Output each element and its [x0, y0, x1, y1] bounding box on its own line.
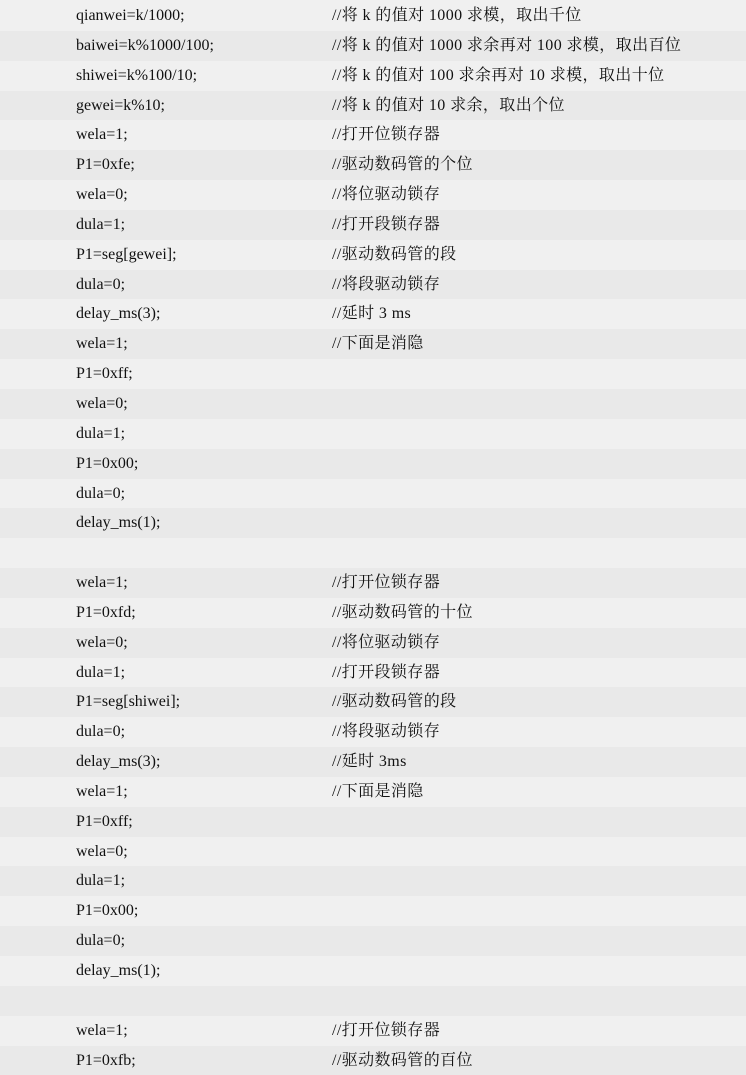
code-line	[0, 777, 746, 807]
code-line	[0, 956, 746, 986]
code-statement: P1=0xff;	[76, 365, 133, 383]
code-line	[0, 747, 746, 777]
code-comment: //驱动数码管的个位	[332, 156, 473, 174]
code-statement: dula=1;	[76, 872, 126, 890]
code-statement: P1=0xfd;	[76, 603, 136, 621]
code-statement: delay_ms(1);	[76, 514, 161, 532]
code-line	[0, 270, 746, 300]
code-statement: qianwei=k/1000;	[76, 7, 185, 24]
code-line	[0, 419, 746, 449]
code-comment: //将 k 的值对 100 求余再对 10 求模，取出十位	[332, 66, 665, 84]
code-comment: //驱动数码管的段	[332, 245, 457, 263]
code-statement: wela=1;	[76, 1021, 128, 1039]
code-line	[0, 240, 746, 270]
code-line	[0, 628, 746, 658]
code-comment: //下面是消隐	[332, 782, 424, 800]
code-statement: shiwei=k%100/10;	[76, 66, 198, 84]
code-statement: wela=0;	[76, 842, 128, 860]
code-statement: P1=0xff;	[76, 812, 133, 830]
code-line	[0, 329, 746, 359]
code-statement: wela=1;	[76, 335, 128, 353]
code-line	[0, 986, 746, 1016]
code-statement: P1=0xfb;	[76, 1051, 136, 1069]
code-line	[0, 538, 746, 568]
code-comment: //将段驱动锁存	[332, 723, 441, 741]
code-line	[0, 896, 746, 926]
code-block	[0, 1, 746, 1075]
code-comment: //打开段锁存器	[332, 663, 441, 681]
code-line	[0, 837, 746, 867]
code-statement: P1=seg[gewei];	[76, 245, 177, 263]
code-statement: delay_ms(1);	[76, 962, 161, 979]
code-line	[0, 926, 746, 956]
code-statement: gewei=k%10;	[76, 96, 165, 114]
code-statement: P1=0xfe;	[76, 156, 135, 174]
code-comment: //将 k 的值对 1000 求模，取出千位	[332, 7, 582, 24]
code-statement: dula=1;	[76, 663, 126, 681]
code-comment: //延时 3 ms	[332, 305, 412, 323]
code-comment: //将 k 的值对 1000 求余再对 100 求模，取出百位	[332, 36, 682, 54]
code-statement: dula=0;	[76, 932, 126, 950]
code-line	[0, 91, 746, 121]
code-statement: wela=1;	[76, 782, 128, 800]
code-line	[0, 299, 746, 329]
code-statement: delay_ms(3);	[76, 753, 161, 771]
code-comment: //延时 3ms	[332, 753, 407, 771]
code-comment: //驱动数码管的百位	[332, 1051, 473, 1069]
code-statement: wela=1;	[76, 574, 128, 592]
code-line	[0, 658, 746, 688]
code-line	[0, 508, 746, 538]
code-line	[0, 389, 746, 419]
code-statement: P1=0x00;	[76, 454, 139, 472]
code-comment: //打开位锁存器	[332, 574, 441, 592]
code-line	[0, 479, 746, 509]
code-line	[0, 180, 746, 210]
code-line	[0, 31, 746, 61]
code-line	[0, 687, 746, 717]
code-comment: //打开位锁存器	[332, 1021, 441, 1039]
code-line	[0, 61, 746, 91]
code-comment: //下面是消隐	[332, 335, 424, 353]
code-statement: P1=seg[shiwei];	[76, 693, 181, 711]
code-line	[0, 807, 746, 837]
code-statement: dula=1;	[76, 215, 126, 233]
code-statement: dula=0;	[76, 484, 126, 502]
code-comment: //将位驱动锁存	[332, 186, 441, 204]
code-line	[0, 120, 746, 150]
code-statement: wela=0;	[76, 394, 128, 412]
code-line	[0, 568, 746, 598]
code-statement: baiwei=k%1000/100;	[76, 36, 214, 54]
code-line	[0, 449, 746, 479]
code-line	[0, 150, 746, 180]
code-statement: dula=1;	[76, 424, 126, 442]
code-comment: //将 k 的值对 10 求余，取出个位	[332, 96, 565, 114]
code-line	[0, 210, 746, 240]
code-statement: dula=0;	[76, 723, 126, 741]
code-comment: //将位驱动锁存	[332, 633, 441, 651]
code-comment: //驱动数码管的段	[332, 693, 457, 711]
code-comment: //将段驱动锁存	[332, 275, 441, 293]
code-statement: wela=0;	[76, 633, 128, 651]
code-statement: delay_ms(3);	[76, 305, 161, 323]
code-line	[0, 1, 746, 31]
code-statement: wela=1;	[76, 126, 128, 144]
code-comment: //打开位锁存器	[332, 126, 441, 144]
code-line	[0, 359, 746, 389]
code-comment: //打开段锁存器	[332, 215, 441, 233]
code-line	[0, 866, 746, 896]
code-comment: //驱动数码管的十位	[332, 603, 473, 621]
code-line	[0, 598, 746, 628]
code-line	[0, 717, 746, 747]
code-statement: P1=0x00;	[76, 902, 139, 920]
code-line	[0, 1016, 746, 1046]
code-statement: wela=0;	[76, 186, 128, 204]
code-statement: dula=0;	[76, 275, 126, 293]
